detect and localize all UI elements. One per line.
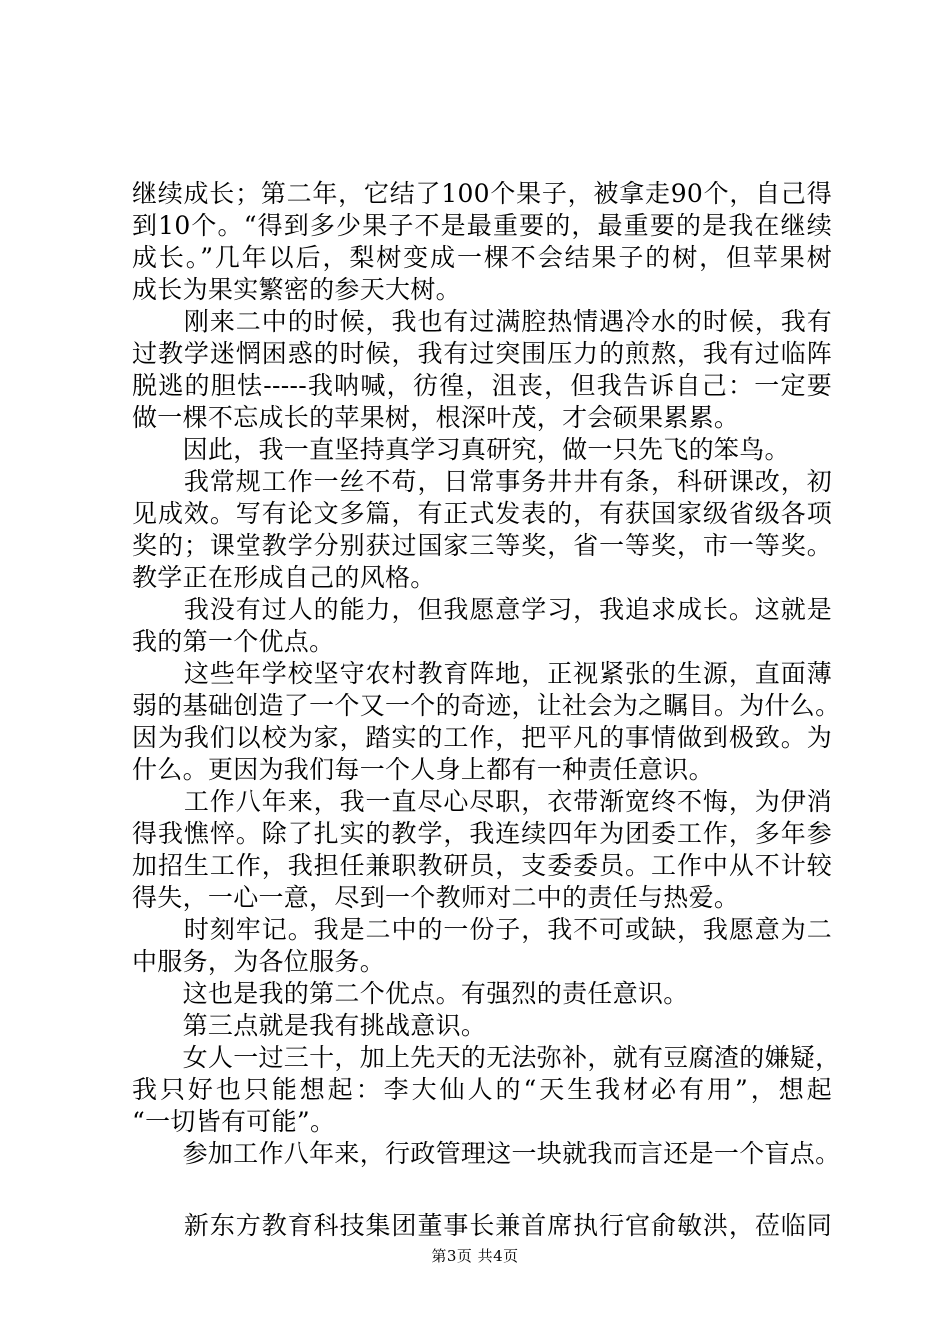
text-line: 新东方教育科技集团董事长兼首席执行官俞敏洪，莅临同: [132, 1211, 832, 1240]
text-line: 得我憔悴。除了扎实的教学，我连续四年为团委工作，多年参: [132, 819, 832, 848]
page-number-footer: 第3页 共4页: [431, 1247, 519, 1265]
text-line: 这也是我的第二个优点。有强烈的责任意识。: [132, 979, 689, 1008]
text-line: 我只好也只能想起：李大仙人的“天生我材必有用”，想起: [132, 1075, 832, 1104]
text-line: 因为我们以校为家，踏实的工作，把平凡的事情做到极致。为: [132, 723, 832, 752]
text-line: 我没有过人的能力，但我愿意学习，我追求成长。这就是: [132, 595, 832, 624]
text-line: 弱的基础创造了一个又一个的奇迹，让社会为之瞩目。为什么。: [132, 691, 841, 720]
text-line: 时刻牢记。我是二中的一份子，我不可或缺，我愿意为二: [132, 915, 832, 944]
text-line: 我常规工作一丝不苟，日常事务井井有条，科研课改，初: [132, 467, 832, 496]
text-line: 女人一过三十，加上先天的无法弥补，就有豆腐渣的嫌疑，: [132, 1043, 841, 1072]
text-line: 继续成长；第二年，它结了100个果子，被拿走90个，自己得: [132, 179, 832, 208]
text-line: 中服务，为各位服务。: [132, 947, 386, 976]
text-line: 这些年学校坚守农村教育阵地，正视紧张的生源，直面薄: [132, 659, 832, 688]
text-line: “一切皆有可能”。: [132, 1107, 336, 1136]
text-line: 我的第一个优点。: [132, 627, 335, 656]
text-line: 参加工作八年来，行政管理这一块就我而言还是一个盲点。: [132, 1139, 841, 1168]
text-line: 见成效。写有论文多篇，有正式发表的，有获国家级省级各项: [132, 499, 832, 528]
text-line: 做一棵不忘成长的苹果树，根深叶茂，才会硕果累累。: [132, 403, 740, 432]
text-line: 成长。”几年以后，梨树变成一棵不会结果子的树，但苹果树: [132, 243, 832, 272]
text-line: 因此，我一直坚持真学习真研究，做一只先飞的笨鸟。: [132, 435, 790, 464]
text-line: 过教学迷惘困惑的时候，我有过突围压力的煎熬，我有过临阵: [132, 339, 832, 368]
text-line: 脱逃的胆怯-----我呐喊，彷徨，沮丧，但我告诉自己：一定要: [132, 371, 832, 400]
text-line: 得失，一心一意，尽到一个教师对二中的责任与热爱。: [132, 883, 740, 912]
text-line: 到10个。“得到多少果子不是最重要的，最重要的是我在继续: [132, 211, 832, 240]
text-line: 什么。更因为我们每一个人身上都有一种责任意识。: [132, 755, 714, 784]
text-line: 教学正在形成自己的风格。: [132, 563, 436, 592]
text-line: 成长为果实繁密的参天大树。: [132, 275, 461, 304]
text-line: 第三点就是我有挑战意识。: [132, 1011, 487, 1040]
text-line: 奖的；课堂教学分别获过国家三等奖，省一等奖，市一等奖。: [132, 531, 832, 560]
text-line: 加招生工作，我担任兼职教研员，支委委员。工作中从不计较: [132, 851, 832, 880]
text-line: 工作八年来，我一直尽心尽职，衣带渐宽终不悔，为伊消: [132, 787, 832, 816]
document-body: [132, 178, 841, 1242]
text-line: 刚来二中的时候，我也有过满腔热情遇冷水的时候，我有: [132, 307, 832, 336]
